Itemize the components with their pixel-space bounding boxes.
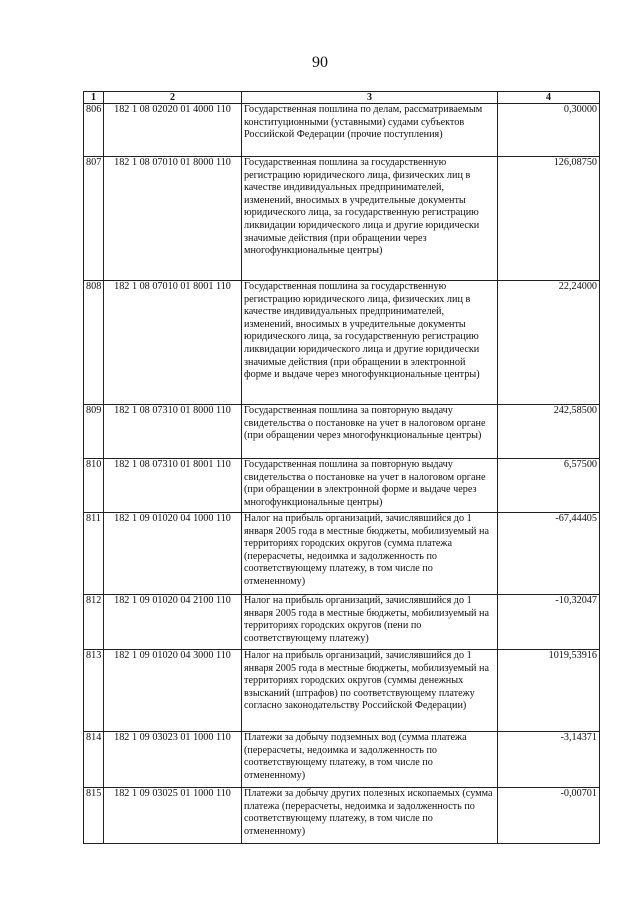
income-description: Государственная пошлина за повторную выдачу свидетельства о постановке на учет в налоговом органе (при обращении в электронной форме и выдаче через многофункциональные центры) <box>242 459 498 513</box>
income-description: Государственная пошлина за государственную регистрацию юридического лица, физических лиц в качестве индивидуальных предпринимателей, изменений, вносимых в учредительные документы юридического лица, за государственную регистрацию ликвидации юридического лица и другие юридически значимые действия (при обращении в электронной форме и выдаче через многофункциональные центры) <box>242 281 498 405</box>
budget-code: 182 1 09 03023 01 1000 110 <box>104 732 242 788</box>
column-header-4: 4 <box>498 92 600 104</box>
income-description: Платежи за добычу подземных вод (сумма платежа (перерасчеты, недоимка и задолженность по соответствующему платежу, в том числе по отмененному) <box>242 732 498 788</box>
income-description: Государственная пошлина по делам, рассматриваемым конституционными (уставными) судами субъектов Российской Федерации (прочие поступления) <box>242 104 498 157</box>
amount: -3,14371 <box>498 732 600 788</box>
table-row <box>84 788 600 844</box>
income-description: Налог на прибыль организаций, зачислявшийся до 1 января 2005 года в местные бюджеты, мобилизуемый на территориях городских округов (пени по соответствующему платежу) <box>242 595 498 650</box>
column-header-1: 1 <box>84 92 104 104</box>
amount: 6,57500 <box>498 459 600 513</box>
row-number: 815 <box>84 788 104 844</box>
row-number: 809 <box>84 405 104 459</box>
budget-code: 182 1 09 01020 04 2100 110 <box>104 595 242 650</box>
table-row <box>84 595 600 650</box>
table-row <box>84 405 600 459</box>
table-row <box>84 650 600 732</box>
budget-code: 182 1 08 07310 01 8001 110 <box>104 459 242 513</box>
row-number: 808 <box>84 281 104 405</box>
budget-code: 182 1 08 07310 01 8000 110 <box>104 405 242 459</box>
row-number: 812 <box>84 595 104 650</box>
income-description: Налог на прибыль организаций, зачислявшийся до 1 января 2005 года в местные бюджеты, мобилизуемый на территориях городских округов (сумма платежа (перерасчеты, недоимка и задолженность по соответствующему платежу, в том числе по отмененному) <box>242 513 498 595</box>
amount: -0,00701 <box>498 788 600 844</box>
row-number: 807 <box>84 157 104 281</box>
page-number: 90 <box>312 54 328 71</box>
table-row <box>84 732 600 788</box>
amount: 242,58500 <box>498 405 600 459</box>
income-description: Налог на прибыль организаций, зачислявшийся до 1 января 2005 года в местные бюджеты, мобилизуемый на территориях городских округов (суммы денежных взысканий (штрафов) по соответствующему платежу согласно законодательству Российской Федерации) <box>242 650 498 732</box>
column-header-2: 2 <box>104 92 242 104</box>
amount: 126,08750 <box>498 157 600 281</box>
table-header-row <box>84 92 600 104</box>
row-number: 810 <box>84 459 104 513</box>
budget-code: 182 1 09 01020 04 1000 110 <box>104 513 242 595</box>
budget-code: 182 1 09 03025 01 1000 110 <box>104 788 242 844</box>
row-number: 813 <box>84 650 104 732</box>
budget-code: 182 1 09 01020 04 3000 110 <box>104 650 242 732</box>
income-description: Государственная пошлина за государственную регистрацию юридического лица, физических лиц в качестве индивидуальных предпринимателей, изменений, вносимых в учредительные документы юридического лица, за государственную регистрацию ликвидации юридического лица и другие юридически значимые действия (при обращении через многофункциональные центры) <box>242 157 498 281</box>
table-row <box>84 459 600 513</box>
row-number: 806 <box>84 104 104 157</box>
table-row <box>84 104 600 157</box>
income-description: Государственная пошлина за повторную выдачу свидетельства о постановке на учет в налоговом органе (при обращении через многофункциональные центры) <box>242 405 498 459</box>
amount: -67,44405 <box>498 513 600 595</box>
table-row <box>84 281 600 405</box>
column-header-3: 3 <box>242 92 498 104</box>
amount: 1019,53916 <box>498 650 600 732</box>
budget-code: 182 1 08 02020 01 4000 110 <box>104 104 242 157</box>
budget-code: 182 1 08 07010 01 8000 110 <box>104 157 242 281</box>
income-description: Платежи за добычу других полезных ископаемых (сумма платежа (перерасчеты, недоимка и задолженность по соответствующему платежу, в том числе по отмененному) <box>242 788 498 844</box>
budget-table <box>83 91 600 844</box>
budget-code: 182 1 08 07010 01 8001 110 <box>104 281 242 405</box>
table-row <box>84 157 600 281</box>
amount: -10,32047 <box>498 595 600 650</box>
row-number: 814 <box>84 732 104 788</box>
row-number: 811 <box>84 513 104 595</box>
amount: 22,24000 <box>498 281 600 405</box>
table-row <box>84 513 600 595</box>
amount: 0,30000 <box>498 104 600 157</box>
